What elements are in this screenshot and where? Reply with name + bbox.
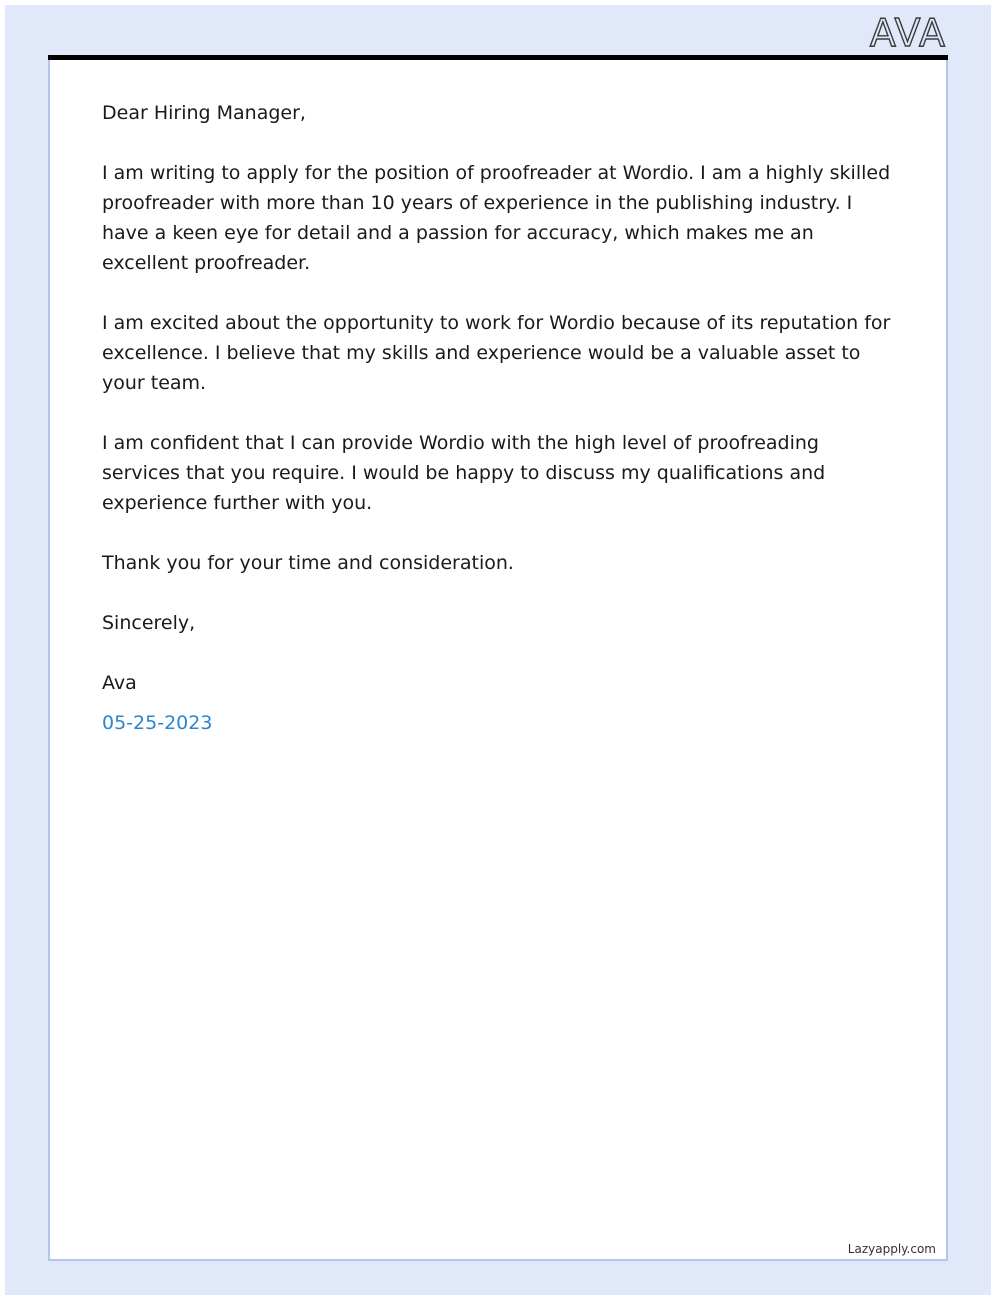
letter-paper (48, 60, 948, 1261)
signature: Ava (102, 672, 137, 694)
paragraph: I am writing to apply for the position of proofreader at Wordio. I am a highly skilled proofreader with more than 10 years of experience in the publishing industry. I have a keen eye for detail and a passion for accuracy, which makes me an excellent proofreader. (102, 162, 891, 274)
footer-brand: Lazyapply.com (847, 1242, 936, 1256)
letter-date: 05-25-2023 (102, 712, 213, 734)
paragraph: Thank you for your time and consideration. (102, 552, 514, 574)
closing: Sincerely, (102, 612, 196, 634)
paragraph: I am excited about the opportunity to work for Wordio because of its reputation for excellence. I believe that my skills and experience would be a valuable asset to your team. (102, 312, 891, 394)
paragraph: I am confident that I can provide Wordio with the high level of proofreading services that you require. I would be happy to discuss my qualifications and experience further with you. (102, 432, 826, 514)
letter-body (102, 98, 902, 738)
salutation: Dear Hiring Manager, (102, 102, 306, 124)
monogram-logo: AVA (869, 11, 946, 55)
